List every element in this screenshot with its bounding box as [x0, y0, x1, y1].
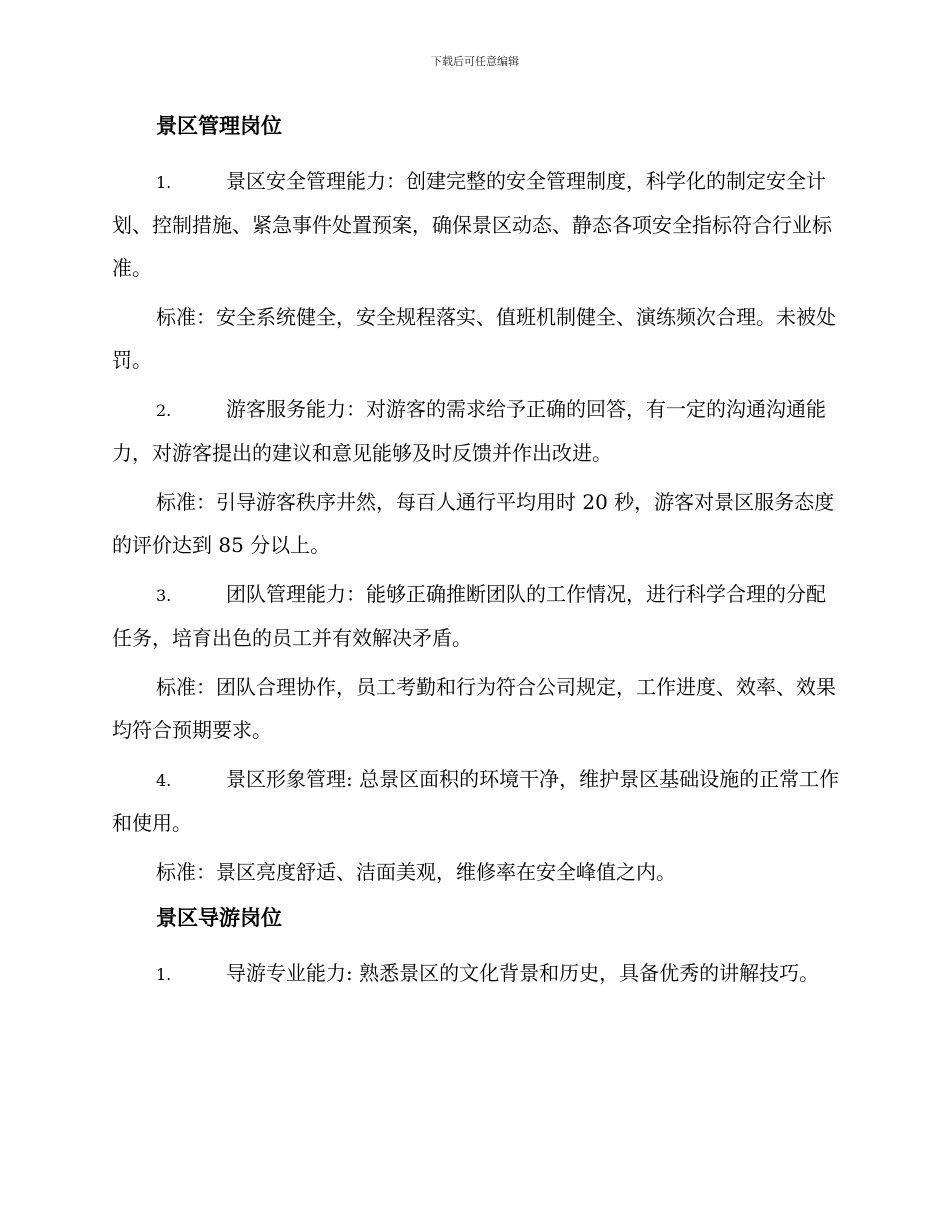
item-number: 1.: [156, 173, 172, 192]
document-body: [112, 108, 842, 1002]
standard-paragraph: 标准：安全系统健全，安全规程落实、值班机制健全、演练频次合理。未被处罚。: [112, 305, 836, 372]
section-title: 景区导游岗位: [156, 905, 282, 930]
item-text: 景区形象管理: 总景区面积的环境干净，维护景区基础设施的正常工作和使用。: [112, 767, 840, 835]
standard-paragraph: 标准：引导游客秩序井然，每百人通行平均用时 20 秒，游客对景区服务态度的评价达到 85 分以上。: [112, 490, 835, 557]
item-number: 2.: [156, 401, 172, 420]
item-text: 景区安全管理能力：创建完整的安全管理制度，科学化的制定安全计划、控制措施、紧急事件处置预案，确保景区动态、静态各项安全指标符合行业标准。: [112, 169, 832, 280]
item-text: 导游专业能力: 熟悉景区的文化背景和历史，具备优秀的讲解技巧。: [226, 961, 820, 985]
page-header: 下载后可任意编辑: [431, 55, 519, 68]
item-number: 4.: [156, 771, 172, 790]
list-item: [112, 388, 842, 475]
section-title: 景区管理岗位: [156, 113, 282, 138]
standard-paragraph: 标准：景区亮度舒适、洁面美观，维修率在安全峰值之内。: [156, 860, 676, 884]
standard-paragraph: 标准：团队合理协作，员工考勤和行为符合公司规定，工作进度、效率、效果均符合预期要求。: [112, 675, 836, 742]
list-item: [112, 758, 842, 845]
list-item: [112, 160, 842, 290]
item-number: 1.: [156, 965, 172, 984]
item-number: 3.: [156, 586, 172, 605]
list-item: [112, 952, 842, 996]
item-text: 游客服务能力：对游客的需求给予正确的回答，有一定的沟通沟通能力，对游客提出的建议和意见能够及时反馈并作出改进。: [112, 397, 826, 465]
list-item: [112, 573, 842, 660]
item-text: 团队管理能力：能够正确推断团队的工作情况，进行科学合理的分配任务，培育出色的员工并有效解决矛盾。: [112, 582, 826, 650]
